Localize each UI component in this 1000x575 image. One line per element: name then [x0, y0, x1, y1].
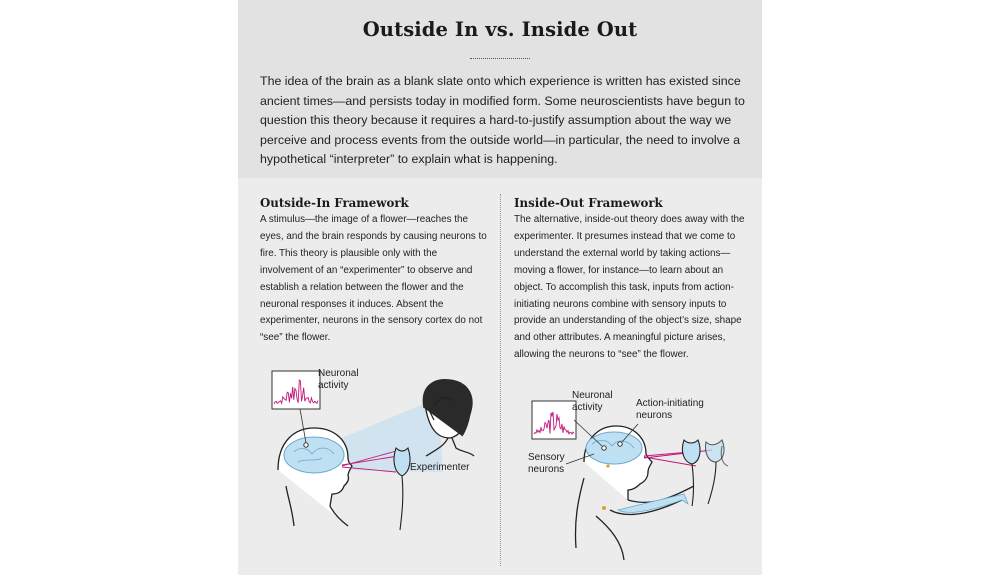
sight-lines-right	[644, 450, 712, 466]
outside-in-heading: Outside-In Framework	[260, 196, 409, 210]
neuronal-activity-label-left: Neuronal activity	[318, 368, 359, 391]
sensory-neurons-label: Sensory neurons	[528, 452, 565, 475]
infographic-panel	[238, 0, 762, 575]
page-title: Outside In vs. Inside Out	[362, 18, 638, 41]
outside-in-text: A stimulus—the image of a flower—reaches the eyes, and the brain responds by causing neurons to fire. This theory is plausible only with the involvement of an “experimenter” to observe and establish a relation between the flower and the neuronal responses it induces. Absent the experimenter, neurons in the sensory cortex do not “see” the flower.	[260, 214, 487, 344]
inside-out-text: The alternative, inside-out theory does away with the experimenter. It presumes instead that we come to understand the external world by taking actions— moving a flower, for instance—to learn about an object. To accomplish this task, inputs from action-initiating neurons combine with sensory inputs to provide an understanding of the object’s size, shape and other attributes. A meaningful picture arises, allowing the neurons to “see” the flower.	[514, 214, 745, 361]
experimenter-label: Experimenter	[410, 462, 470, 473]
neuronal-activity-label-right: Neuronal activity	[572, 390, 613, 413]
moving-flower-icons	[682, 440, 728, 506]
inside-out-heading: Inside-Out Framework	[514, 196, 663, 210]
actor-figure	[575, 426, 694, 560]
intro-paragraph: The idea of the brain as a blank slate onto which experience is written has existed since ancient times—and persists today in modified form. Some neuroscientists have begun to question this theory because it requires a hard-to-justify assumption about the way we perceive and process events from the outside world—in particular, the need to involve a hypothetical “interpreter” to explain what is happening.	[260, 74, 745, 167]
inside-out-illustration	[238, 0, 762, 575]
action-initiating-label: Action-initiating neurons	[636, 398, 704, 421]
